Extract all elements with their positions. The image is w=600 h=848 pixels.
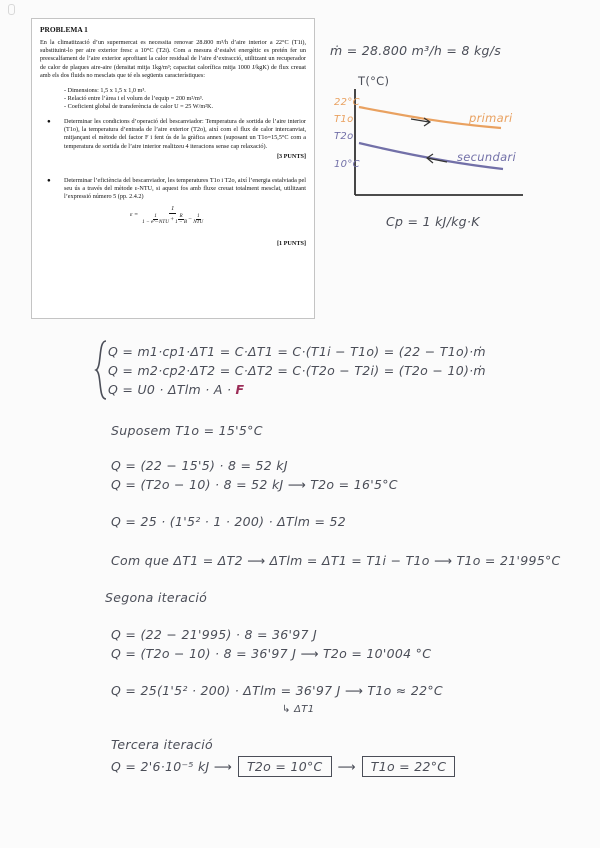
label-secundari: secundari [457,150,516,164]
second-step-2: Q = (T2o − 10) · 8 = 36'97 J ⟶ T2o = 10'004 °C [111,646,432,661]
second-step-1: Q = (22 − 21'995) · 8 = 36'97 J [111,627,318,642]
third-step-text: Q = 2'6·10⁻⁵ kJ ⟶ [111,759,232,774]
graph-y-label: T(°C) [358,74,390,88]
pushpin-icon [8,4,15,15]
task-1-text: Determinar les condicions d’operació del bescanviador: Temperatura de sortida de l’aire interior (T1o), la temperatura d’entrada de l’aire exterior (T2o), així com el flux de calor intercanviat, mitjançant el mètode del factor F i fent ús de la gràfica annex (suposant un T1o=15,5°C com a temperatura de sortida de l’aire interior realitzeu 4 iteracions sense cap relaxació). [64,118,306,150]
task-1 [47,118,306,151]
mass-flow-note: ṁ = 28.800 m³/h = 8 kg/s [330,43,502,58]
equation-1: Q = m1·cp1·ΔT1 = C·ΔT1 = C·(T1i − T1o) = (22 − T1o)·ṁ [108,344,486,359]
result-arrow: ⟶ [337,759,356,774]
equation-3 [108,382,244,397]
efficiency-formula: ε = 1 1 1 − e^−NTU + $\frac{R}{1 - B}$ − 1 NTU [130,204,204,226]
spec-item: - Relació entre l’àrea i el volum de l’equip = 200 m²/m³. [64,95,204,103]
term-2-den: 1 − B [175,219,187,226]
result-t1o-box: T1o = 22°C [362,756,456,777]
task-1-points: [3 PUNTS] [276,152,306,160]
label-10c: 10°C [334,159,360,170]
equation-3-text: Q = U0 · ΔTlm · A · [108,382,232,397]
system-brace-icon [94,339,108,401]
label-22c: 22°C [334,97,360,108]
spec-item: - Coeficient global de transferència de calor U = 25 W/m²K. [64,103,214,111]
temperature-graph [351,83,531,208]
spec-item: - Dimensions: 1,5 x 1,5 x 1,0 m³. [64,87,146,95]
step-1: Q = (22 − 15'5) · 8 = 52 kJ [111,458,288,473]
label-t2o: T2o [334,131,354,142]
term-3-num: 1 [196,212,200,219]
step-3: Q = 25 · (1'5² · 1 · 200) · ΔTlm = 52 [111,514,347,529]
assumption: Suposem T1o = 15'5°C [111,423,263,438]
label-t1o: T1o [334,114,354,125]
term-1-num: 1 [154,212,157,219]
term-1-den: 1 − e^−NTU [142,219,169,226]
label-primari: primari [469,111,513,125]
problem-intro: En la climatització d’un supermercat es necessita renovar 28.800 m³/h d’aire interior a 22°C (T1i), substituint-lo per aire exterior fresc a 10°C (T2i). Com a mesura d’estalvi energètic es pretén fer un preescalfament de l’aire exterior aprofitant la calor residual de l’aire d’extracció, utilitzant un recuperador de calor de plaques aire-aire (densitat mitja 1kg/m³; capacitat calorífica mitja 1000 J/kgK) de flux creuat amb els dos fluids no mesclats que té els següents característiques: [40,39,306,79]
equation-2: Q = m2·cp2·ΔT2 = C·ΔT2 = C·(T2o − T2i) = (T2o − 10)·ṁ [108,363,486,378]
factor-f: F [235,382,245,397]
second-step-3: Q = 25(1'5² · 200) · ΔTlm = 36'97 J ⟶ T1o ≈ 22°C [111,683,443,698]
problem-sheet [31,18,315,319]
bullet-icon: ● [47,177,51,185]
cp-note: Cp = 1 kJ/kg·K [386,214,480,229]
step-4: Com que ΔT1 = ΔT2 ⟶ ΔTlm = ΔT1 = T1i − T1o ⟶ T1o = 21'995°C [111,553,561,568]
result-t2o-box: T2o = 10°C [238,756,332,777]
bullet-icon: ● [47,118,51,126]
task-2-text: Determinar l’eficiència del bescanviador, les temperatures T1o i T2o, així l’energia estalviada pel seu ús a través del mètode ε-NTU, si aquest fos amb fluxe creuat totalment mesclat, utilitzant l’expressió número 5 (pp. 2.4.2) [64,177,306,201]
formula-lhs: ε = [130,211,139,219]
problem-title: PROBLEMA 1 [40,25,88,34]
third-iteration-heading: Tercera iteració [111,737,213,752]
formula-numerator: 1 [169,205,176,214]
task-2-points: [1 PUNTS] [276,240,306,248]
specs-list [64,87,306,111]
term-2-num: R [179,212,183,219]
step-2: Q = (T2o − 10) · 8 = 52 kJ ⟶ T2o = 16'5°C [111,477,398,492]
third-step [111,756,455,777]
second-step-note: ↳ ΔT1 [282,704,315,715]
second-iteration-heading: Segona iteració [105,590,208,605]
term-3-den: NTU [193,219,204,226]
task-2 [47,177,306,202]
